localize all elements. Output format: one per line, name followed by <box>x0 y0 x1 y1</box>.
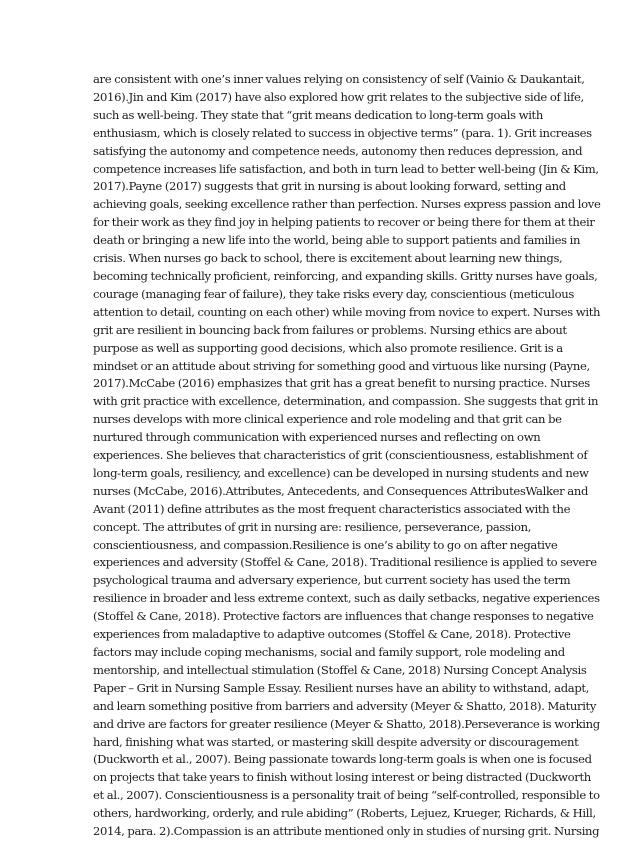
text-line: and drive are factors for greater resilience (Meyer & Shatto, 2018).Perseverance is working <box>93 716 600 731</box>
text-line: such as well-being. They state that “grit means dedication to long-term goals with <box>93 107 543 122</box>
body-text <box>93 71 601 841</box>
text-line: enthusiasm, which is closely related to success in objective terms” (para. 1). Grit increases <box>93 125 592 140</box>
text-line: achieving goals, seeking excellence rather than perfection. Nurses express passion and love <box>93 197 601 212</box>
text-line: attention to detail, counting on each other) while moving from novice to expert. Nurses with <box>93 304 601 319</box>
text-line: courage (managing fear of failure), they take risks every day, conscientious (meticulous <box>93 286 574 301</box>
text-line: (Stoffel & Cane, 2018). Protective factors are influences that change responses to negative <box>93 609 594 624</box>
text-line: nurtured through communication with experienced nurses and reflecting on own <box>93 430 541 445</box>
text-line: nurses (McCabe, 2016).Attributes, Antecedents, and Consequences AttributesWalker and <box>93 483 589 498</box>
text-line: and learn something positive from barriers and adversity (Meyer & Shatto, 2018). Maturity <box>93 698 597 713</box>
text-line: 2014, para. 2).Compassion is an attribute mentioned only in studies of nursing grit. Nursing <box>93 824 600 839</box>
text-line: grit are resilient in bouncing back from failures or problems. Nursing ethics are about <box>93 322 567 337</box>
text-line: Avant (2011) define attributes as the most frequent characteristics associated with the <box>93 501 571 516</box>
text-line: purpose as well as supporting good decisions, which also promote resilience. Grit is a <box>93 340 563 355</box>
text-line: 2017).McCabe (2016) emphasizes that grit has a great benefit to nursing practice. Nurses <box>93 376 590 391</box>
text-line: death or bringing a new life into the world, being able to support patients and families in <box>93 233 581 248</box>
text-line: experiences from maladaptive to adaptive outcomes (Stoffel & Cane, 2018). Protective <box>93 627 571 642</box>
text-line: experiences. She believes that characteristics of grit (conscientiousness, establishment of <box>93 448 588 463</box>
text-line: conscientiousness, and compassion.Resilience is one’s ability to go on after negative <box>93 537 558 552</box>
text-line: psychological trauma and adversary experience, but current society has used the term <box>93 573 571 588</box>
text-line: factors may include coping mechanisms, social and family support, role modeling and <box>93 645 565 659</box>
text-line: with grit practice with excellence, determination, and compassion. She suggests that grit in <box>93 394 599 409</box>
text-line: nurses develops with more clinical experience and role modeling and that grit can be <box>93 412 562 427</box>
text-line: 2016).Jin and Kim (2017) have also explored how grit relates to the subjective side of life, <box>93 89 584 104</box>
text-line: mindset or an attitude about striving for something good and virtuous like nursing (Payne, <box>93 358 590 373</box>
text-line: for their work as they find joy in helping patients to recover or being there for them at their <box>93 215 595 230</box>
text-line: hard, finishing what was started, or mastering skill despite adversity or discouragement <box>93 734 579 749</box>
text-line: competence increases life satisfaction, and both in turn lead to better well-being (Jin & Kim, <box>93 161 599 176</box>
text-line: Paper – Grit in Nursing Sample Essay. Resilient nurses have an ability to withstand, adapt, <box>93 680 590 695</box>
text-line: on projects that take years to finish without losing interest or being distracted (Duckworth <box>93 770 591 785</box>
text-line: 2017).Payne (2017) suggests that grit in nursing is about looking forward, setting and <box>93 179 566 194</box>
text-line: resilience in broader and less extreme context, such as daily setbacks, negative experiences <box>93 591 600 606</box>
text-line: others, hardworking, orderly, and rule abiding” (Roberts, Lejuez, Krueger, Richards, & Hill, <box>93 806 596 821</box>
text-line: (Duckworth et al., 2007). Being passionate towards long-term goals is when one is focused <box>93 752 592 767</box>
text-line: becoming technically proficient, reinforcing, and expanding skills. Gritty nurses have goals, <box>93 268 598 283</box>
text-line: et al., 2007). Conscientiousness is a personality trait of being “self-controlled, responsible to <box>93 788 600 803</box>
text-line: long-term goals, resiliency, and excellence) can be developed in nursing students and new <box>93 465 589 480</box>
text-line: crisis. When nurses go back to school, there is excitement about learning new things, <box>93 251 563 266</box>
text-line: are consistent with one’s inner values relying on consistency of self (Vainio & Daukantait, <box>93 72 585 86</box>
text-line: experiences and adversity (Stoffel & Cane, 2018). Traditional resilience is applied to severe <box>93 555 597 570</box>
text-line: concept. The attributes of grit in nursing are: resilience, perseverance, passion, <box>93 519 532 534</box>
text-line: mentorship, and intellectual stimulation (Stoffel & Cane, 2018) Nursing Concept Analysis <box>93 662 587 677</box>
text-line: satisfying the autonomy and competence needs, autonomy then reduces depression, and <box>93 143 583 158</box>
